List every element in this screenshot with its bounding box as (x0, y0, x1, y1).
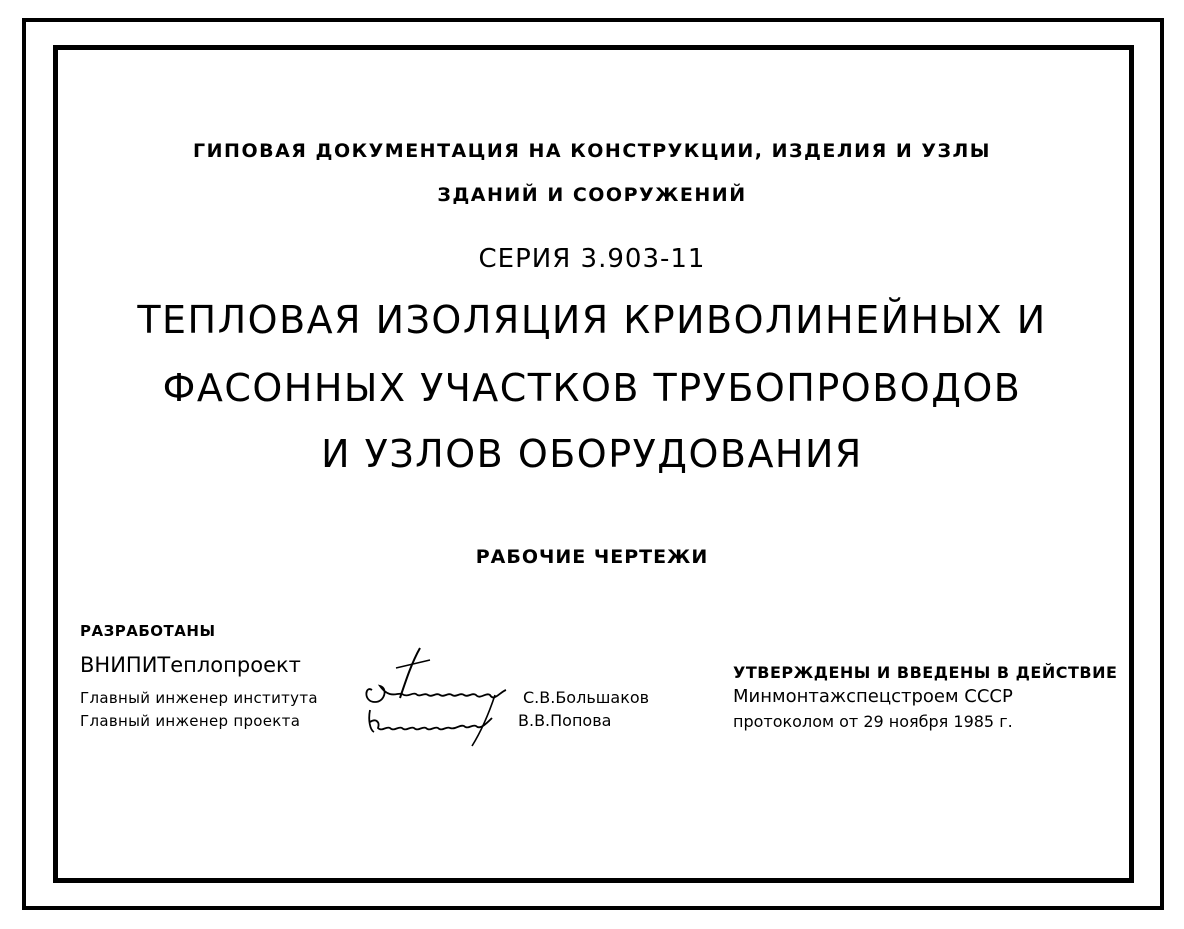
title-line-3: И УЗЛОВ ОБОРУДОВАНИЯ (321, 432, 863, 476)
working-drawings-label: РАБОЧИЕ ЧЕРТЕЖИ (475, 546, 709, 568)
approved-line-1: УТВЕРЖДЕНЫ И ВВЕДЕНЫ В ДЕЙСТВИЕ (733, 663, 1118, 682)
title-line-1: ТЕПЛОВАЯ ИЗОЛЯЦИЯ КРИВОЛИНЕЙНЫХ И (137, 298, 1047, 342)
chief-engineer-project-label: Главный инженер проекта (80, 712, 301, 730)
approved-line-3: протоколом от 29 ноября 1985 г. (733, 712, 1013, 731)
handwritten-signature (360, 640, 530, 750)
signatory-name-1: С.В.Большаков (523, 688, 650, 707)
approved-line-2: Минмонтажспецстроем СССР (733, 686, 1013, 707)
signatory-name-2: В.В.Попова (518, 711, 612, 730)
developer-organization: ВНИПИТеплопроект (80, 653, 301, 677)
header-line-1: ГИПОВАЯ ДОКУМЕНТАЦИЯ НА КОНСТРУКЦИИ, ИЗДЕЛИЯ И УЗЛЫ (193, 140, 991, 162)
chief-engineer-institute-label: Главный инженер института (80, 689, 318, 707)
title-line-2: ФАСОННЫХ УЧАСТКОВ ТРУБОПРОВОДОВ (162, 366, 1022, 410)
developed-label: РАЗРАБОТАНЫ (80, 622, 216, 640)
series-number: СЕРИЯ 3.903-11 (478, 244, 706, 274)
header-line-2: ЗДАНИЙ И СООРУЖЕНИЙ (437, 184, 747, 206)
